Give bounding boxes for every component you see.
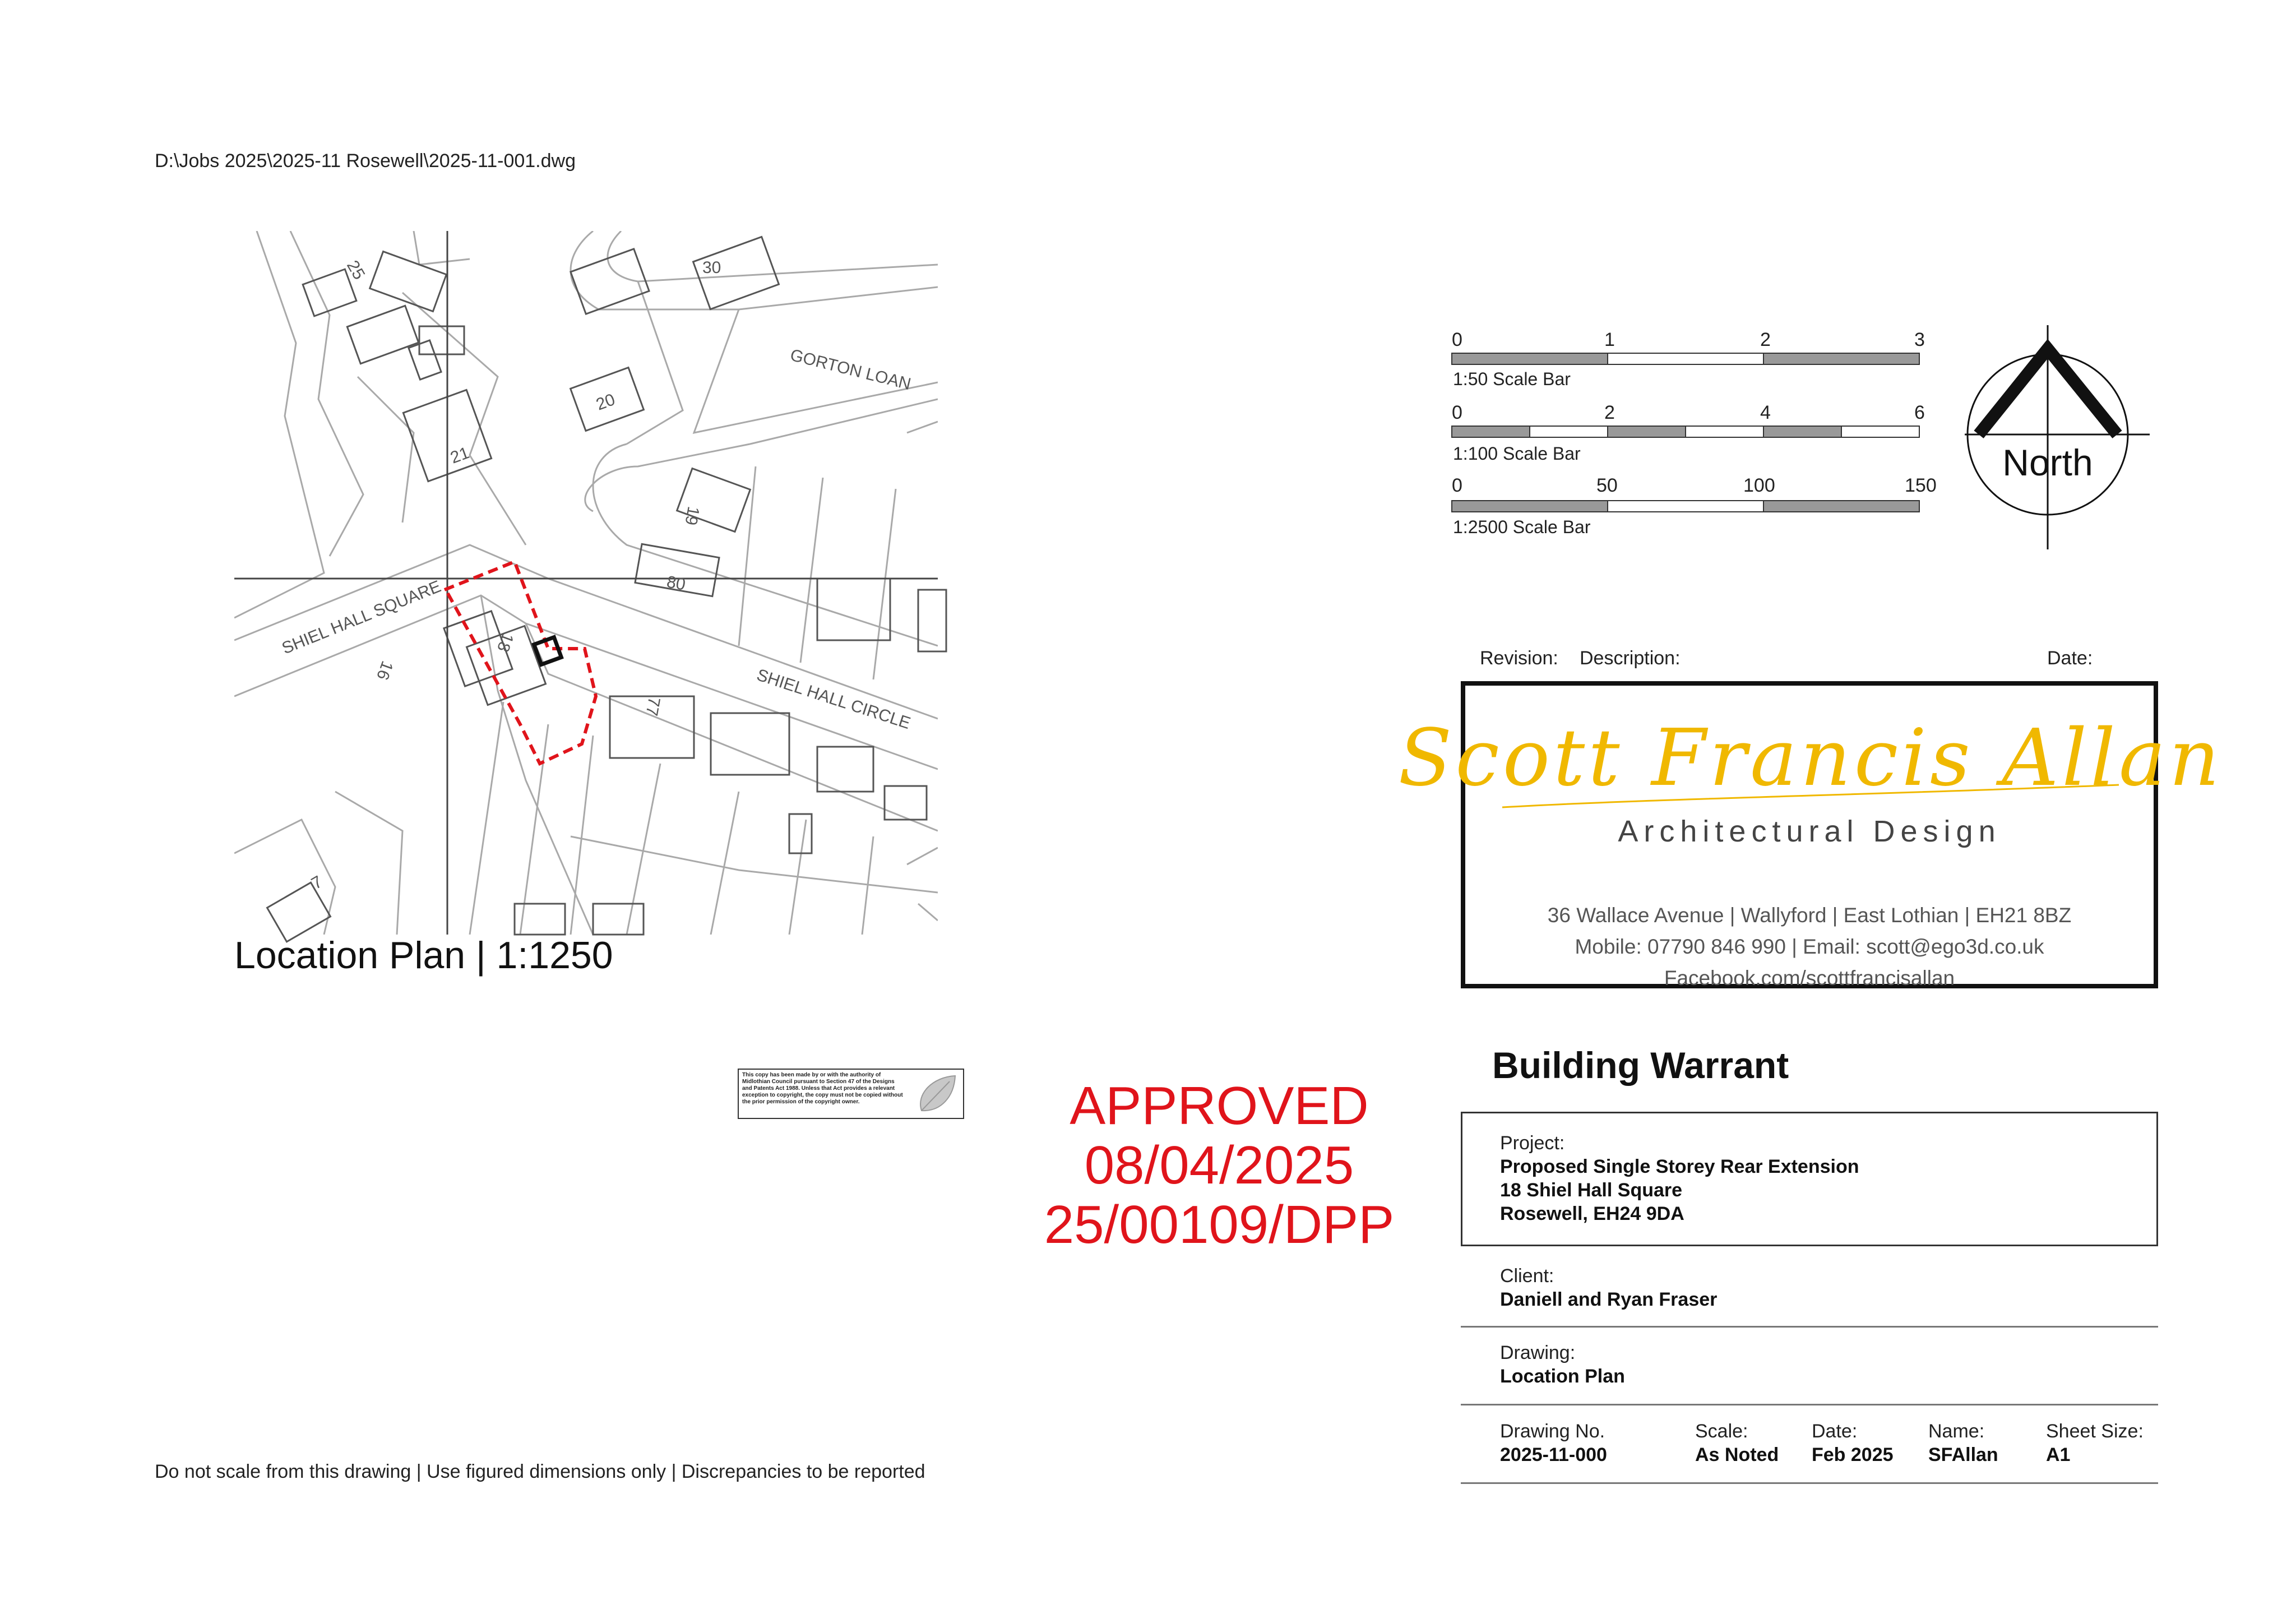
company-tagline: Architectural Design	[1618, 815, 2001, 848]
sheet-size-value: A1	[2046, 1444, 2071, 1465]
project-line-1: Proposed Single Storey Rear Extension	[1500, 1156, 1859, 1177]
company-facebook: Facebook.com/scottfrancisallan	[1664, 967, 1955, 989]
house-number: 7	[308, 872, 326, 894]
house-number: 77	[642, 695, 664, 718]
extension-marker	[534, 637, 562, 665]
revision-header-date: Date:	[2047, 648, 2093, 669]
stamp-date: 08/04/2025	[1084, 1135, 1354, 1195]
scale-bar-1-50	[1452, 329, 1925, 389]
drawing-no-value: 2025-11-000	[1500, 1444, 1607, 1465]
drawing-label: Drawing:	[1500, 1342, 1576, 1363]
client-value: Daniell and Ryan Fraser	[1500, 1289, 1718, 1310]
scale-bar-label: 1:50 Scale Bar	[1453, 369, 1571, 389]
scale-value: As Noted	[1695, 1444, 1779, 1465]
scale-tick: 2	[1760, 329, 1771, 350]
drawing-value: Location Plan	[1500, 1366, 1625, 1387]
scale-bar-label: 1:2500 Scale Bar	[1453, 517, 1591, 537]
map-drawing	[234, 231, 938, 935]
document-type: Building Warrant	[1492, 1044, 1789, 1086]
north-arrow	[1965, 325, 2155, 555]
house-number: 18	[493, 630, 517, 655]
name-value: SFAllan	[1928, 1444, 1998, 1465]
street-label-shiel-hall-square: SHIEL HALL SQUARE	[279, 577, 444, 658]
name-label: Name:	[1928, 1421, 1985, 1442]
company-address: 36 Wallace Avenue | Wallyford | East Lothian | EH21 8BZ	[1547, 904, 2072, 927]
scale-tick: 0	[1452, 475, 1462, 496]
house-number: 16	[373, 658, 397, 683]
scale-bars	[1452, 322, 1956, 558]
footer-note: Do not scale from this drawing | Use figured dimensions only | Discrepancies to be reported	[155, 1461, 925, 1482]
house-number: 30	[702, 258, 721, 277]
revision-header-revision: Revision:	[1480, 648, 1558, 669]
location-map	[234, 231, 938, 935]
house-number: 20	[594, 390, 618, 414]
approval-stamp	[953, 1076, 1485, 1255]
file-path: D:\Jobs 2025\2025-11 Rosewell\2025-11-001.dwg	[155, 150, 576, 172]
scale-bar-1-2500	[1452, 475, 1937, 537]
project-box	[1461, 1112, 2158, 1246]
company-phone-email: Mobile: 07790 846 990 | Email: scott@ego3d.co.uk	[1575, 935, 2044, 958]
house-number: 19	[681, 505, 703, 527]
house-number: 80	[665, 572, 687, 594]
company-signature	[1398, 701, 2223, 830]
copyright-notice	[738, 1069, 964, 1119]
north-arrow-icon	[1965, 325, 2155, 555]
street-label-gorton-loan: GORTON LOAN	[788, 345, 913, 394]
client-label: Client:	[1500, 1265, 1554, 1287]
stamp-status: APPROVED	[1070, 1076, 1369, 1136]
map-title: Location Plan | 1:1250	[234, 934, 613, 977]
divider	[1461, 1404, 2158, 1405]
north-label: North	[2002, 442, 2093, 483]
scale-tick: 0	[1452, 402, 1462, 423]
scale-tick: 50	[1596, 475, 1618, 496]
company-contact	[1461, 900, 2158, 994]
house-number: 21	[448, 443, 472, 468]
scale-tick: 6	[1914, 402, 1925, 423]
scale-tick: 4	[1760, 402, 1771, 423]
scale-tick: 150	[1905, 475, 1937, 496]
scale-tick: 2	[1604, 402, 1615, 423]
scale-tick: 1	[1604, 329, 1615, 350]
stamp-reference: 25/00109/DPP	[1044, 1195, 1395, 1255]
house-number: 25	[342, 257, 369, 283]
scale-tick: 100	[1743, 475, 1775, 496]
scale-bar-1-100	[1452, 402, 1925, 464]
scale-tick: 3	[1914, 329, 1925, 350]
scale-bar-label: 1:100 Scale Bar	[1453, 443, 1581, 464]
divider	[1461, 1326, 2158, 1328]
site-boundary	[445, 562, 596, 764]
street-label-shiel-hall-circle: SHIEL HALL CIRCLE	[754, 665, 913, 733]
revision-header-description: Description:	[1580, 648, 1681, 669]
project-line-3: Rosewell, EH24 9DA	[1500, 1203, 1684, 1224]
date-value: Feb 2025	[1812, 1444, 1894, 1465]
divider	[1461, 1482, 2158, 1484]
signature-text: Scott Francis Allan	[1398, 713, 2223, 804]
sheet-size-label: Sheet Size:	[2046, 1421, 2144, 1442]
scale-tick: 0	[1452, 329, 1462, 350]
date-label: Date:	[1812, 1421, 1858, 1442]
scale-label: Scale:	[1695, 1421, 1748, 1442]
project-line-2: 18 Shiel Hall Square	[1500, 1180, 1683, 1201]
project-label: Project:	[1500, 1132, 1565, 1154]
copyright-text: This copy has been made by or with the authority of Midlothian Council pursuant to Section 47 of the Designs and Patents Act 1988. Unless that Act provides a relevant exception to copyright, the copy must not be copied without the prior permission of the copyright owner.	[742, 1072, 903, 1105]
drawing-no-label: Drawing No.	[1500, 1421, 1605, 1442]
